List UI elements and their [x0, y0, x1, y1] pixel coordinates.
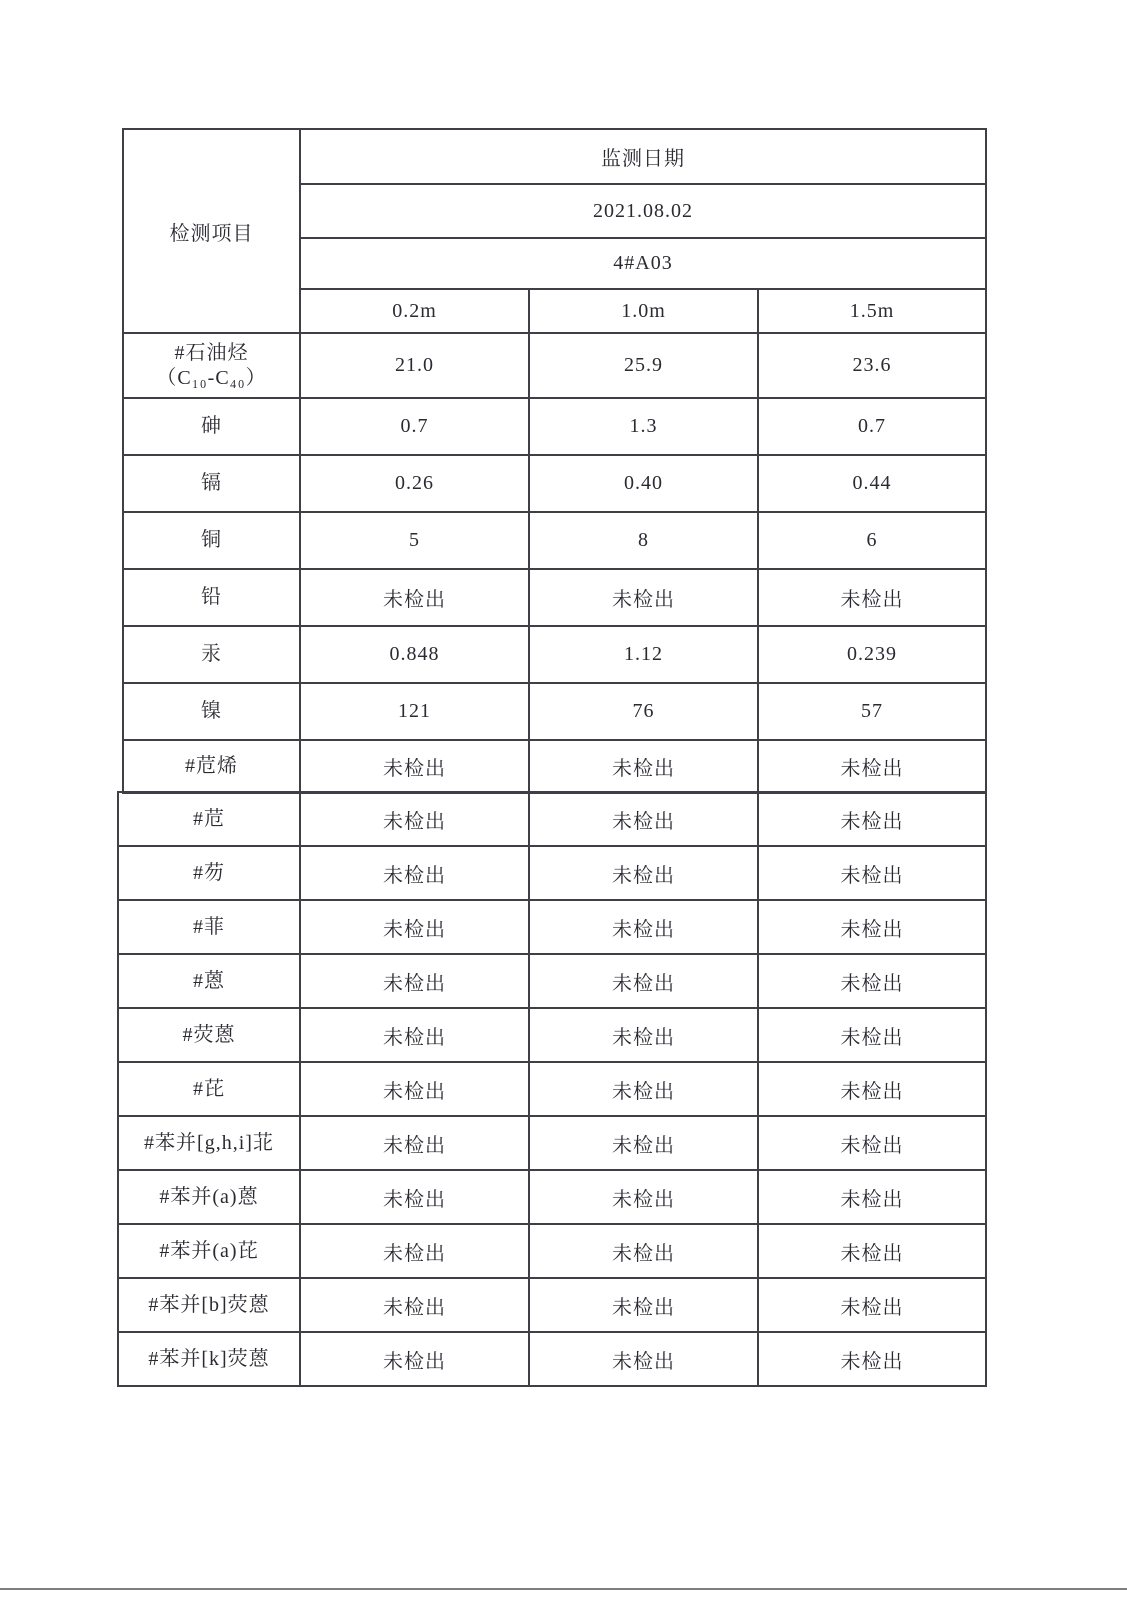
row-label: #苯并[b]荧蒽	[118, 1278, 300, 1332]
value-cell: 未检出	[758, 1170, 986, 1224]
value-cell: 未检出	[529, 1332, 758, 1386]
value-cell: 未检出	[529, 1062, 758, 1116]
row-label: #苯并[g,h,i]苝	[118, 1116, 300, 1170]
value-cell: 25.9	[529, 333, 758, 398]
value-cell: 未检出	[758, 900, 986, 954]
row-label: 铅	[123, 569, 300, 626]
value-cell: 未检出	[529, 1116, 758, 1170]
row-label: #芘	[118, 1062, 300, 1116]
row-label: #蒽	[118, 954, 300, 1008]
value-cell: 未检出	[758, 569, 986, 626]
value-cell: 0.40	[529, 455, 758, 512]
value-cell: 未检出	[300, 740, 529, 793]
value-cell: 未检出	[529, 1170, 758, 1224]
value-cell: 未检出	[529, 1008, 758, 1062]
header-depth-0: 0.2m	[300, 289, 529, 333]
row-label: 汞	[123, 626, 300, 683]
header-item-column: 检测项目	[123, 129, 300, 333]
row-label: #苊烯	[123, 740, 300, 793]
value-cell: 未检出	[529, 569, 758, 626]
value-cell: 未检出	[758, 1332, 986, 1386]
table-row	[123, 569, 986, 626]
row-label: #石油烃 （C₁₀-C₄₀）	[123, 333, 300, 398]
value-cell: 0.44	[758, 455, 986, 512]
value-cell: 未检出	[300, 900, 529, 954]
value-cell: 未检出	[758, 1062, 986, 1116]
table-row	[118, 792, 986, 846]
value-cell: 未检出	[758, 846, 986, 900]
value-cell: 23.6	[758, 333, 986, 398]
value-cell: 未检出	[300, 1062, 529, 1116]
row-label: #芴	[118, 846, 300, 900]
row-label: #苊	[118, 792, 300, 846]
header-date-value: 2021.08.02	[300, 184, 986, 238]
value-cell: 6	[758, 512, 986, 569]
value-cell: 0.26	[300, 455, 529, 512]
value-cell: 未检出	[529, 954, 758, 1008]
table-row	[118, 846, 986, 900]
value-cell: 未检出	[758, 1008, 986, 1062]
monitoring-table-upper	[122, 128, 987, 794]
table-row	[123, 626, 986, 683]
value-cell: 未检出	[300, 1332, 529, 1386]
value-cell: 未检出	[300, 792, 529, 846]
table-row	[118, 954, 986, 1008]
value-cell: 76	[529, 683, 758, 740]
table-row	[123, 683, 986, 740]
table-row	[123, 455, 986, 512]
value-cell: 未检出	[529, 792, 758, 846]
row-label: #苯并(a)蒽	[118, 1170, 300, 1224]
value-cell: 5	[300, 512, 529, 569]
row-label: 砷	[123, 398, 300, 455]
row-label: 铜	[123, 512, 300, 569]
table-row	[118, 1008, 986, 1062]
value-cell: 未检出	[529, 1278, 758, 1332]
value-cell: 未检出	[758, 1116, 986, 1170]
value-cell: 8	[529, 512, 758, 569]
header-row-date-label	[123, 129, 986, 184]
row-label: #荧蒽	[118, 1008, 300, 1062]
value-cell: 未检出	[529, 740, 758, 793]
row-label: #菲	[118, 900, 300, 954]
value-cell: 未检出	[300, 1116, 529, 1170]
header-depth-2: 1.5m	[758, 289, 986, 333]
value-cell: 未检出	[758, 792, 986, 846]
value-cell: 57	[758, 683, 986, 740]
header-date-label: 监测日期	[300, 129, 986, 184]
table-row	[123, 333, 986, 398]
value-cell: 0.7	[758, 398, 986, 455]
value-cell: 未检出	[529, 900, 758, 954]
value-cell: 1.12	[529, 626, 758, 683]
value-cell: 0.239	[758, 626, 986, 683]
value-cell: 未检出	[758, 740, 986, 793]
value-cell: 0.7	[300, 398, 529, 455]
value-cell: 未检出	[529, 1224, 758, 1278]
value-cell: 未检出	[300, 569, 529, 626]
value-cell: 121	[300, 683, 529, 740]
table-row	[118, 1332, 986, 1386]
value-cell: 未检出	[300, 1008, 529, 1062]
header-depth-1: 1.0m	[529, 289, 758, 333]
table-row	[118, 1116, 986, 1170]
value-cell: 未检出	[300, 1278, 529, 1332]
value-cell: 1.3	[529, 398, 758, 455]
value-cell: 未检出	[300, 1170, 529, 1224]
table-row	[118, 1224, 986, 1278]
table-row	[118, 900, 986, 954]
value-cell: 未检出	[529, 846, 758, 900]
table-row	[118, 1278, 986, 1332]
header-site-code: 4#A03	[300, 238, 986, 289]
value-cell: 0.848	[300, 626, 529, 683]
row-label: #苯并[k]荧蒽	[118, 1332, 300, 1386]
row-label: 镍	[123, 683, 300, 740]
table-row	[118, 1062, 986, 1116]
monitoring-table-lower	[117, 791, 987, 1387]
table-row	[123, 512, 986, 569]
table-row	[118, 1170, 986, 1224]
row-label: #苯并(a)芘	[118, 1224, 300, 1278]
table-row	[123, 398, 986, 455]
row-label: 镉	[123, 455, 300, 512]
value-cell: 未检出	[758, 954, 986, 1008]
table-row	[123, 740, 986, 793]
value-cell: 未检出	[300, 846, 529, 900]
value-cell: 未检出	[758, 1224, 986, 1278]
value-cell: 未检出	[300, 954, 529, 1008]
page-bottom-divider	[0, 1588, 1127, 1590]
value-cell: 21.0	[300, 333, 529, 398]
value-cell: 未检出	[300, 1224, 529, 1278]
value-cell: 未检出	[758, 1278, 986, 1332]
